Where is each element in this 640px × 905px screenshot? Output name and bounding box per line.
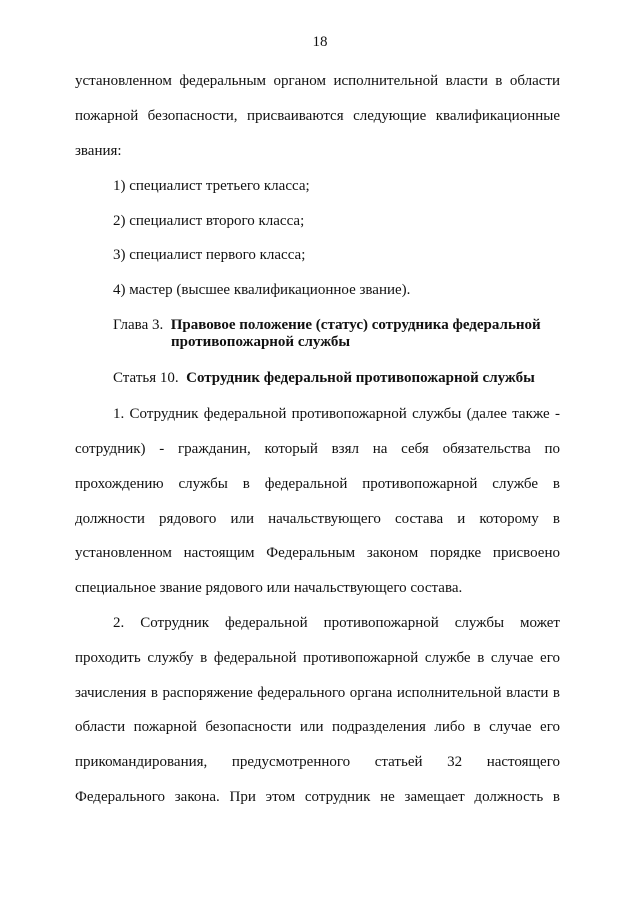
rank-item-2: 2) специалист второго класса; <box>113 213 305 229</box>
article-heading <box>113 369 535 387</box>
para2-line-1: 2. Сотрудник федеральной противопожарной службы может <box>113 615 560 631</box>
chapter-heading <box>113 316 541 334</box>
para1-line-1: 1. Сотрудник федеральной противопожарной службы (далее также - <box>113 406 560 422</box>
para2-line-2: проходить службу в федеральной противопожарной службе в случае его <box>75 650 560 666</box>
chapter-title: Правовое положение (статус) сотрудника федеральной <box>170 317 541 333</box>
chapter-label: Глава 3. <box>113 317 164 333</box>
rank-item-4: 4) мастер (высшее квалификационное звание). <box>113 282 411 298</box>
rank-item-1: 1) специалист третьего класса; <box>113 178 310 194</box>
para1-line-6: специальное звание рядового или начальствующего состава. <box>75 580 463 596</box>
chapter-title-continued: противопожарной службы <box>171 334 351 350</box>
intro-line-1: установленном федеральным органом исполнительной власти в области <box>75 73 560 89</box>
para2-line-6: Федерального закона. При этом сотрудник не замещает должность в <box>75 789 560 805</box>
para2-line-5: прикомандирования, предусмотренного статьей 32 настоящего <box>75 754 560 770</box>
para2-line-4: области пожарной безопасности или подразделения либо в случае его <box>75 719 560 735</box>
para1-line-5: установленном настоящим Федеральным законом порядке присвоено <box>75 545 560 561</box>
article-title: Сотрудник федеральной противопожарной службы <box>186 370 535 386</box>
para1-line-3: прохождению службы в федеральной противопожарной службе в <box>75 476 560 492</box>
rank-item-3: 3) специалист первого класса; <box>113 247 306 263</box>
intro-line-3: звания: <box>75 143 122 159</box>
article-label: Статья 10. <box>113 370 179 386</box>
para1-line-2: сотрудник) - гражданин, который взял на себя обязательства по <box>75 441 560 457</box>
intro-line-2: пожарной безопасности, присваиваются следующие квалификационные <box>75 108 560 124</box>
page-number: 18 <box>312 34 328 50</box>
para1-line-4: должности рядового или начальствующего состава и которому в <box>75 511 560 527</box>
para2-line-3: зачисления в распоряжение федерального органа исполнительной власти в <box>75 685 560 701</box>
